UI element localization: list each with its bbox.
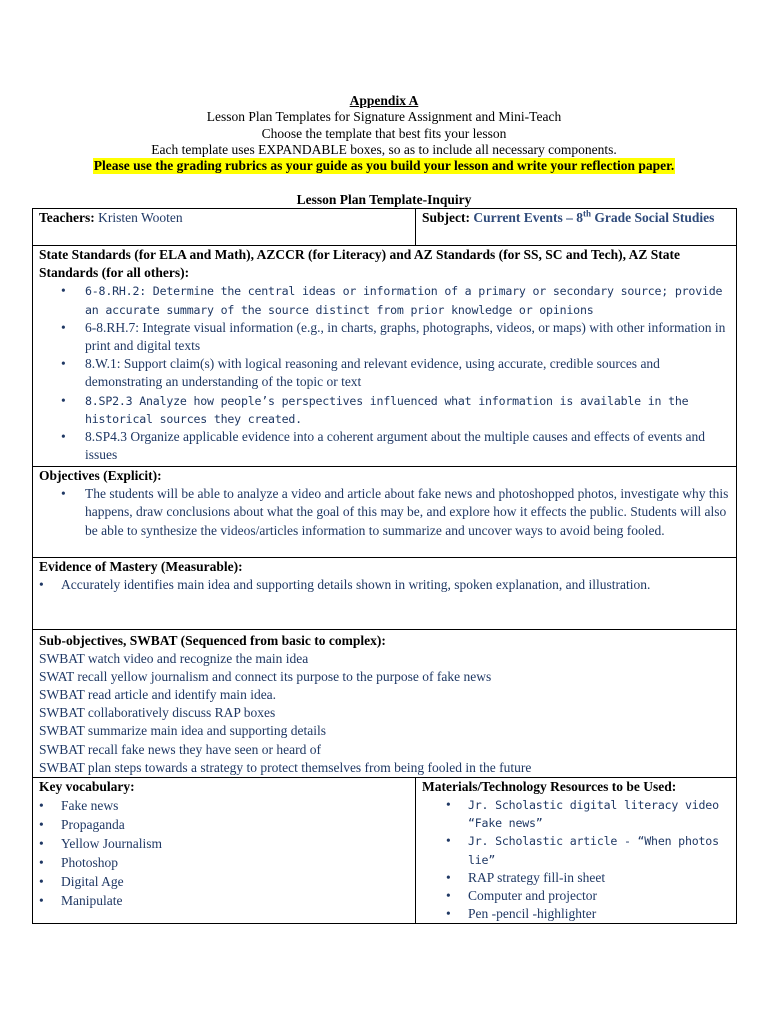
- standards-cell: [33, 246, 737, 467]
- list-item: • Jr. Scholastic article - “When photos lie”: [446, 833, 719, 867]
- list-item: • 8.SP4.3 Organize applicable evidence into a coherent argument about the multiple causes and effects of events and issues: [61, 429, 706, 463]
- lesson-plan-table: [32, 208, 737, 924]
- subobjectives-cell: [33, 630, 737, 778]
- list-item: • Propaganda: [39, 816, 125, 832]
- list-item: • Photoshop: [39, 854, 119, 870]
- teachers-label: Teachers:: [39, 210, 95, 225]
- subobjectives-heading: Sub-objectives, SWBAT (Sequenced from basic to complex):: [39, 633, 386, 648]
- list-item: • 8.SP2.3 Analyze how people’s perspectives influenced what information is available in the historical sources they created.: [61, 392, 689, 426]
- mastery-row: [33, 558, 737, 630]
- list-item: • RAP strategy fill-in sheet: [446, 869, 606, 885]
- list-item: • 6-8.RH.2: Determine the central ideas or information of a primary or secondary source; provide an accurate summary of the source distinct from prior knowledge or opinions: [61, 283, 723, 317]
- teachers-cell: [33, 209, 416, 246]
- list-item: SWBAT recall fake news they have seen or heard of: [39, 741, 322, 757]
- list-item: SWBAT plan steps towards a strategy to protect themselves from being fooled in the future: [39, 759, 532, 775]
- list-item: SWBAT watch video and recognize the main idea: [39, 651, 309, 667]
- teacher-subject-row: [33, 209, 737, 246]
- objectives-cell: [33, 467, 737, 558]
- header-line-3: Each template uses EXPANDABLE boxes, so as to include all necessary components.: [151, 141, 617, 157]
- materials-heading: Materials/Technology Resources to be Used:: [422, 778, 677, 794]
- list-item: SWBAT read article and identify main idea.: [39, 687, 277, 703]
- list-item: • Computer and projector: [446, 887, 597, 903]
- mastery-list: [39, 576, 730, 594]
- subject-value: Current Events – 8th Grade Social Studies: [473, 208, 715, 225]
- teachers-value: Kristen Wooten: [98, 210, 183, 225]
- materials-cell: [416, 777, 737, 924]
- objectives-row: [33, 467, 737, 558]
- list-item: • Pen -pencil -highlighter: [446, 906, 597, 922]
- mastery-heading: Evidence of Mastery (Measurable):: [39, 559, 243, 574]
- list-item: SWBAT summarize main idea and supporting details: [39, 723, 326, 739]
- template-title: Lesson Plan Template-Inquiry: [296, 192, 472, 207]
- objectives-list: [39, 485, 730, 540]
- vocabulary-list: [39, 796, 409, 910]
- list-item: • Jr. Scholastic digital literacy video “Fake news”: [446, 796, 719, 831]
- mastery-cell: [33, 558, 737, 630]
- list-item: SWBAT collaboratively discuss RAP boxes: [39, 705, 276, 721]
- document-header: [0, 93, 768, 174]
- subobjectives-row: [33, 630, 737, 778]
- objectives-heading: Objectives (Explicit):: [39, 468, 162, 483]
- subject-cell: [416, 209, 737, 246]
- list-item: • 6-8.RH.7: Integrate visual information (e.g., in charts, graphs, photographs, videos, or maps) with other information in print and digital texts: [61, 319, 726, 354]
- list-item: • The students will be able to analyze a video and article about fake news and photoshopped photos, investigate why this happens, draw conclusions about what the goal of this may be, and explore how it effects the public. Students will also be able to synthesize the videos/articles information to summarize and uncover ways to avoid being fooled.: [61, 486, 729, 538]
- vocab-materials-row: [33, 777, 737, 924]
- standards-heading: State Standards (for ELA and Math), AZCCR (for Literacy) and AZ Standards (for SS, SC and Tech), AZ State Standards (for all others):: [39, 247, 680, 281]
- list-item: SWAT recall yellow journalism and connect its purpose to the purpose of fake news: [39, 669, 492, 685]
- header-line-2: Choose the template that best fits your lesson: [261, 125, 507, 141]
- list-item: • 8.W.1: Support claim(s) with logical reasoning and relevant evidence, using accurate, credible sources and demonstrating an understanding of the topic or text: [61, 356, 660, 390]
- list-item: • Digital Age: [39, 873, 124, 889]
- list-item: • Manipulate: [39, 892, 123, 908]
- list-item: • Accurately identifies main idea and supporting details shown in writing, spoken explanation, and illustration.: [39, 577, 651, 593]
- highlight-instruction: Please use the grading rubrics as your guide as you build your lesson and write your reflection paper.: [93, 158, 675, 174]
- standards-row: [33, 246, 737, 467]
- vocabulary-cell: [33, 777, 416, 924]
- subject-label: Subject:: [422, 210, 470, 225]
- vocabulary-heading: Key vocabulary:: [39, 778, 135, 794]
- materials-list: [422, 796, 730, 923]
- header-line-1: Lesson Plan Templates for Signature Assignment and Mini-Teach: [206, 109, 562, 125]
- appendix-title: Appendix A: [349, 93, 419, 108]
- list-item: • Yellow Journalism: [39, 835, 163, 851]
- list-item: • Fake news: [39, 797, 119, 813]
- standards-list: [39, 282, 730, 464]
